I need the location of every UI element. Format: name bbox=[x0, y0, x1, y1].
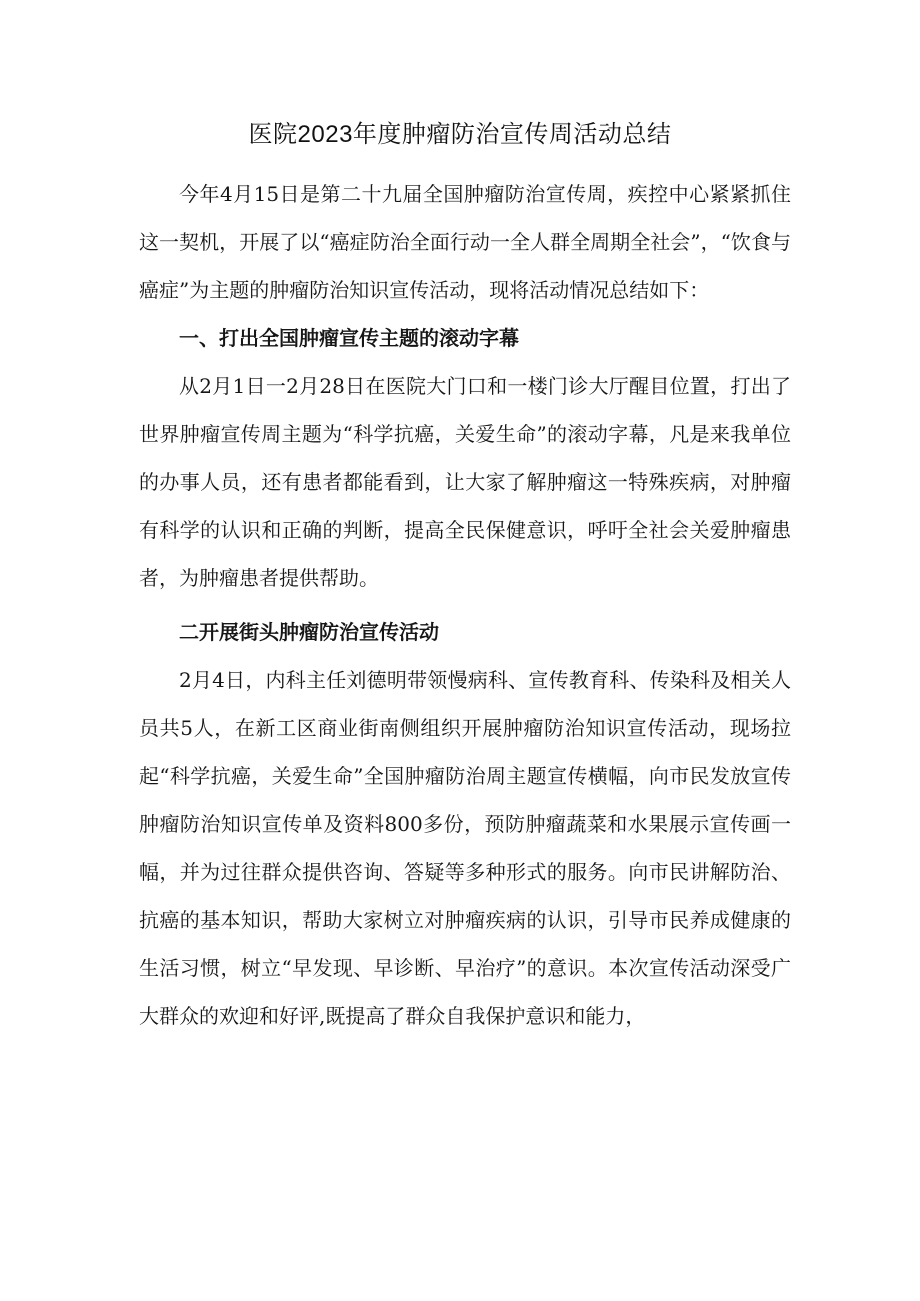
document-body bbox=[139, 170, 791, 1040]
section-2-paragraph: 2月4日，内科主任刘德明带领慢病科、宣传教育科、传染科及相关人员共5人，在新工区商业街南侧组织开展肿瘤防治知识宣传活动，现场拉起“科学抗癌，关爱生命”全国肿瘤防治周主题宣传横幅，向市民发放宣传肿瘤防治知识宣传单及资料800多份，预防肿瘤蔬菜和水果展示宣传画一幅，并为过往群众提供咨询、答疑等多种形式的服务。向市民讲解防治、抗癌的基本知识，帮助大家树立对肿瘤疾病的认识，引导市民养成健康的生活习惯，树立“早发现、早诊断、早治疗”的意识。本次宣传活动深受广大群众的欢迎和好评,既提高了群众自我保护意识和能力， bbox=[139, 668, 791, 1028]
section-1-paragraph: 从2月1日一2月28日在医院大门口和一楼门诊大厅醒目位置，打出了世界肿瘤宣传周主题为“科学抗癌，关爱生命”的滚动字幕，凡是来我单位的办事人员，还有患者都能看到，让大家了解肿瘤这一特殊疾病，对肿瘤有科学的认识和正确的判断，提高全民保健意识，呼吁全社会关爱肿瘤患者，为肿瘤患者提供帮助。 bbox=[139, 374, 791, 590]
section-2-heading: 二开展街头肿瘤防治宣传活动 bbox=[179, 620, 439, 644]
section-1-heading: 一、打出全国肿瘤宣传主题的滚动字幕 bbox=[179, 326, 519, 350]
document-title: 医院2023年度肿瘤防治宣传周活动总结 bbox=[248, 121, 672, 148]
intro-paragraph: 今年4月15日是第二十九届全国肿瘤防治宣传周，疾控中心紧紧抓住这一契机，开展了以“癌症防治全面行动一全人群全周期全社会”，“饮食与癌症”为主题的肿瘤防治知识宣传活动，现将活动情况总结如下： bbox=[139, 182, 791, 302]
